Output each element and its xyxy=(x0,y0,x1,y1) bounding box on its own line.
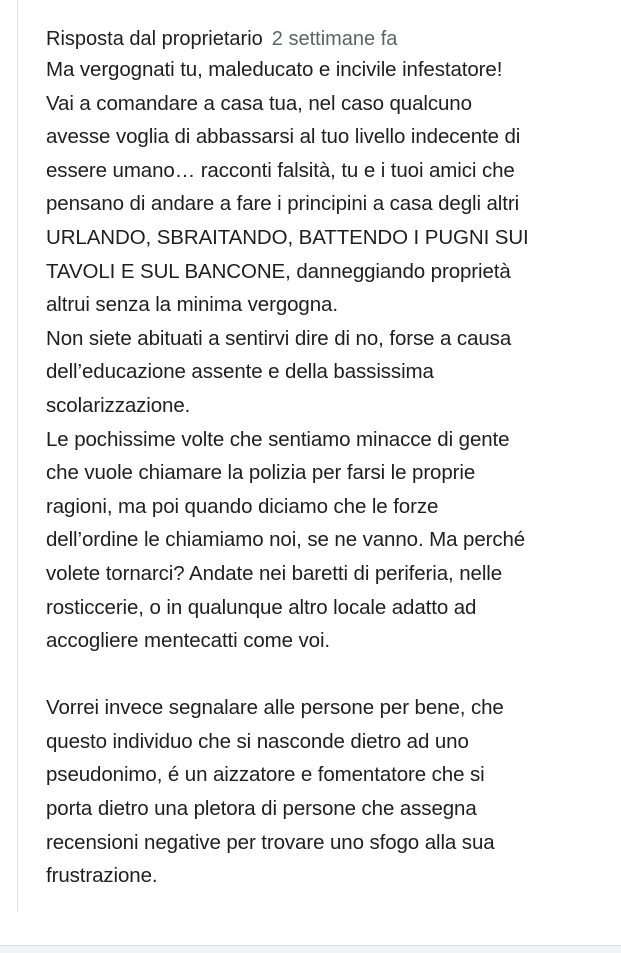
reply-text-line: frustrazione. xyxy=(46,864,158,888)
reply-text-line: rosticcerie, o in qualunque altro locale adatto ad xyxy=(46,595,477,619)
reply-text-line: accogliere mentecatti come voi. xyxy=(46,629,331,653)
reply-text-line: pensano di andare a fare i principini a casa degli altri xyxy=(46,192,520,216)
owner-reply-date: 2 settimane fa xyxy=(271,28,398,50)
reply-text-line: questo individuo che si nasconde dietro ad uno xyxy=(46,729,469,753)
reply-text-line: recensioni negative per trovare uno sfogo alla sua xyxy=(46,830,495,854)
reply-text-line: ragioni, ma poi quando diciamo che le forze xyxy=(46,494,439,518)
reply-text-line: pseudonimo, é un aizzatore e fomentatore che si xyxy=(46,763,485,787)
reply-text-line: Vai a comandare a casa tua, nel caso qualcuno xyxy=(46,91,472,115)
reply-text-line: essere umano… racconti falsità, tu e i tuoi amici che xyxy=(46,158,515,182)
owner-reply-block xyxy=(17,0,618,912)
reply-text-line: avesse voglia di abbassarsi al tuo livello indecente di xyxy=(46,125,521,149)
owner-reply-content xyxy=(46,26,616,893)
reply-text-line: scolarizzazione. xyxy=(46,393,191,417)
reply-text-line: Vorrei invece segnalare alle persone per bene, che xyxy=(46,696,504,720)
paragraph-spacer xyxy=(46,658,616,692)
reply-text-line: URLANDO, SBRAITANDO, BATTENDO I PUGNI SUI xyxy=(46,225,529,249)
reply-text-line: TAVOLI E SUL BANCONE, danneggiando proprietà xyxy=(46,259,511,283)
reply-text-line: porta dietro una pletora di persone che assegna xyxy=(46,797,477,821)
reply-text-line: che vuole chiamare la polizia per farsi le proprie xyxy=(46,461,476,485)
reply-text-line: dell’educazione assente e della bassissima xyxy=(46,360,434,384)
reply-text-line: altrui senza la minima vergogna. xyxy=(46,293,338,317)
reply-text-line: Non siete abituati a sentirvi dire di no, forse a causa xyxy=(46,326,512,350)
reply-text-line: Le pochissime volte che sentiamo minacce di gente xyxy=(46,427,510,451)
owner-reply-body xyxy=(46,53,616,893)
owner-reply-header xyxy=(46,26,616,53)
reply-text-line: volete tornarci? Andate nei baretti di periferia, nelle xyxy=(46,561,503,585)
reply-text-line: Ma vergognati tu, maleducato e incivile infestatore! xyxy=(46,58,503,81)
reply-text-line: dell’ordine le chiamiamo noi, se ne vanno. Ma perché xyxy=(46,528,526,552)
owner-reply-label: Risposta dal proprietario xyxy=(46,28,263,50)
